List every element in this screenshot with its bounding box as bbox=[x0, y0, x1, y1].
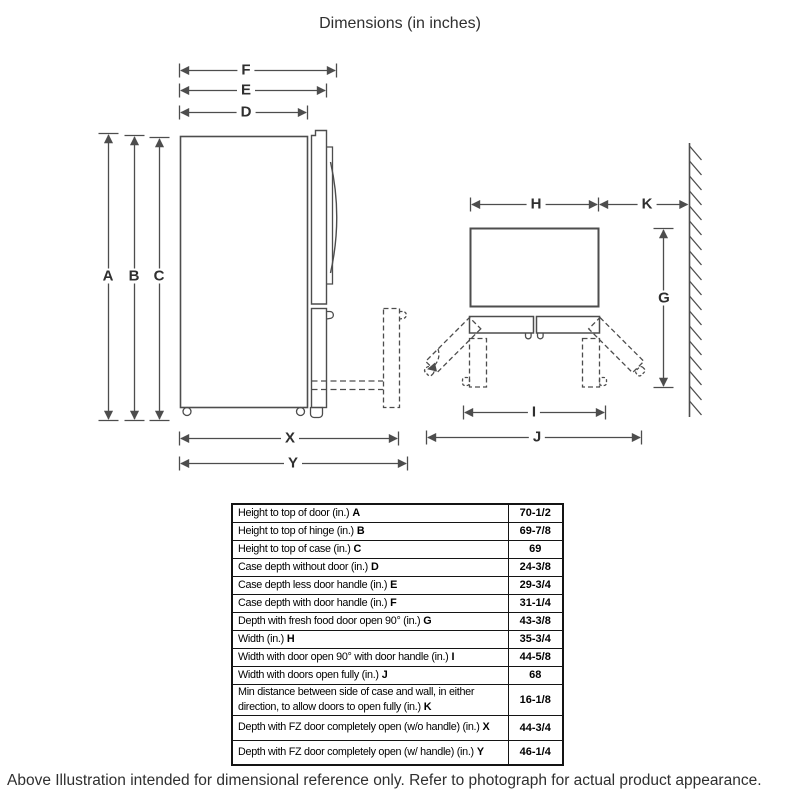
row-label: Depth with FZ door completely open (w/o handle) (in.) bbox=[238, 721, 480, 734]
dim-label-f: F bbox=[237, 63, 254, 78]
row-value: 16-1/8 bbox=[508, 684, 563, 715]
row-value: 68 bbox=[508, 666, 563, 684]
swing-arrow bbox=[428, 349, 439, 369]
fresh-food-door bbox=[312, 131, 327, 305]
freezer-drawer-front bbox=[312, 309, 327, 408]
dim-label-i: I bbox=[528, 405, 540, 420]
dim-label-b: B bbox=[125, 269, 144, 284]
dim-label-j: J bbox=[529, 430, 545, 445]
row-letter: C bbox=[353, 542, 362, 555]
row-letter: E bbox=[390, 578, 398, 591]
table-row bbox=[232, 740, 563, 765]
row-value: 46-1/4 bbox=[508, 740, 563, 765]
row-letter: J bbox=[381, 668, 388, 681]
table-row bbox=[232, 540, 563, 558]
row-letter: I bbox=[451, 650, 455, 663]
freezer-drawer-open bbox=[384, 309, 400, 408]
row-letter: H bbox=[286, 632, 295, 645]
door-foot bbox=[311, 408, 323, 418]
freezer-handle-open bbox=[400, 312, 407, 320]
row-letter: Y bbox=[476, 746, 485, 759]
row-label: Min distance between side of case and wall, in either direction, to allow doors to open fully (in.) bbox=[238, 686, 475, 713]
dim-label-x: X bbox=[281, 431, 299, 446]
row-letter: F bbox=[390, 596, 397, 609]
table-row bbox=[232, 666, 563, 684]
dim-label-e: E bbox=[237, 83, 255, 98]
row-value: 35-3/4 bbox=[508, 630, 563, 648]
right-door-fully-open bbox=[589, 318, 650, 379]
table-row bbox=[232, 558, 563, 576]
left-door-handle bbox=[526, 334, 532, 339]
row-label: Height to top of case (in.) bbox=[238, 542, 351, 555]
row-value: 69-7/8 bbox=[508, 522, 563, 540]
dim-label-k: K bbox=[638, 197, 657, 212]
left-door-open-90 bbox=[470, 339, 487, 388]
row-letter: B bbox=[356, 524, 365, 537]
table-row bbox=[232, 630, 563, 648]
dimensions-table bbox=[231, 503, 564, 766]
dim-label-h: H bbox=[527, 197, 546, 212]
table-row bbox=[232, 504, 563, 522]
row-label: Width with doors open fully (in.) bbox=[238, 668, 379, 681]
dim-label-g: G bbox=[654, 291, 674, 306]
table-row bbox=[232, 684, 563, 715]
table-row bbox=[232, 612, 563, 630]
page-title: Dimensions (in inches) bbox=[319, 15, 481, 32]
right-open-door-handle bbox=[600, 378, 607, 386]
dim-label-y: Y bbox=[284, 456, 302, 471]
row-label: Width (in.) bbox=[238, 632, 284, 645]
row-value: 44-5/8 bbox=[508, 648, 563, 666]
table-row bbox=[232, 648, 563, 666]
wheel-rear bbox=[183, 408, 191, 416]
dim-label-c: C bbox=[150, 269, 169, 284]
door-handle-bow bbox=[331, 162, 337, 273]
dim-label-d: D bbox=[237, 105, 256, 120]
row-label: Case depth less door handle (in.) bbox=[238, 578, 388, 591]
row-label: Width with door open 90° with door handle (in.) bbox=[238, 650, 449, 663]
side-view bbox=[99, 64, 439, 471]
row-value: 69 bbox=[508, 540, 563, 558]
row-label: Depth with fresh food door open 90° (in.) bbox=[238, 614, 421, 627]
row-letter: D bbox=[370, 560, 379, 573]
row-value: 24-3/8 bbox=[508, 558, 563, 576]
row-label: Height to top of hinge (in.) bbox=[238, 524, 354, 537]
top-view-case bbox=[471, 229, 599, 307]
row-value: 29-3/4 bbox=[508, 576, 563, 594]
row-value: 70-1/2 bbox=[508, 504, 563, 522]
freezer-handle bbox=[327, 312, 334, 320]
table-row bbox=[232, 594, 563, 612]
wall-hatching bbox=[690, 146, 702, 415]
table-row bbox=[232, 715, 563, 740]
dim-label-a: A bbox=[99, 269, 118, 284]
row-letter: K bbox=[423, 700, 432, 713]
right-door-open-90 bbox=[583, 339, 600, 388]
row-label: Depth with FZ door completely open (w/ handle) (in.) bbox=[238, 746, 474, 759]
drawer-rails bbox=[312, 381, 384, 390]
footer-note: Above Illustration intended for dimensional reference only. Refer to photograph for actual product appearance. bbox=[7, 772, 762, 789]
table-row bbox=[232, 522, 563, 540]
wheel-front bbox=[297, 408, 305, 416]
row-value: 31-1/4 bbox=[508, 594, 563, 612]
row-label: Height to top of door (in.) bbox=[238, 507, 350, 520]
row-value: 44-3/4 bbox=[508, 715, 563, 740]
row-letter: X bbox=[482, 721, 490, 734]
fridge-case bbox=[181, 137, 308, 408]
left-open-door-handle bbox=[463, 378, 470, 386]
row-letter: G bbox=[423, 614, 432, 627]
row-label: Case depth without door (in.) bbox=[238, 560, 368, 573]
row-value: 43-3/8 bbox=[508, 612, 563, 630]
row-label: Case depth with door handle (in.) bbox=[238, 596, 388, 609]
table-row bbox=[232, 576, 563, 594]
right-door-handle bbox=[538, 334, 544, 339]
left-door-fully-open bbox=[420, 318, 481, 379]
row-letter: A bbox=[352, 507, 361, 520]
